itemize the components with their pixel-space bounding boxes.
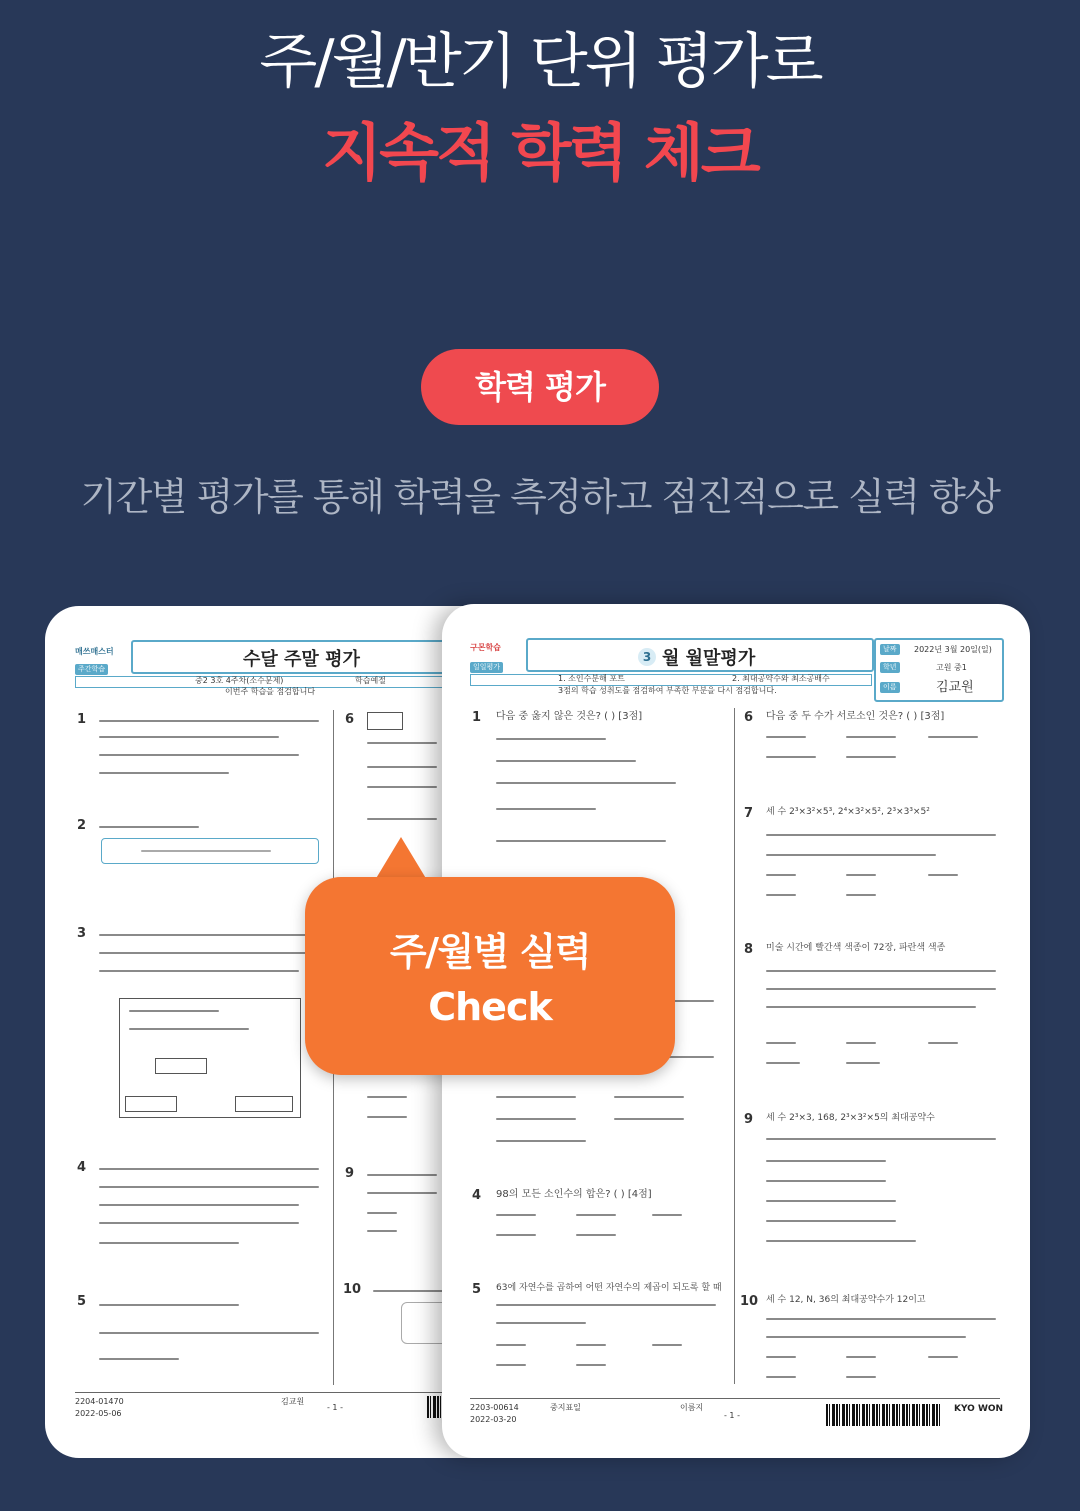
- weekly-q2-expression: [141, 850, 271, 852]
- monthly-tag: 일일평가: [470, 662, 503, 673]
- bubble-line-1: 주/월별 실력: [389, 930, 591, 974]
- monthly-footer-date: 2022-03-20: [470, 1415, 517, 1424]
- weekly-q9-text: [367, 1192, 437, 1194]
- monthly-barcode: [826, 1404, 942, 1426]
- monthly-q10-choice: [766, 1356, 796, 1358]
- monthly-q4-choice: [496, 1214, 536, 1216]
- monthly-q8-text: 미술 시간에 빨간색 색종이 72장, 파란색 색종: [766, 943, 946, 953]
- monthly-q5-choice: [496, 1364, 526, 1366]
- monthly-row-label-2: 2. 최대공약수와 최소공배수: [732, 674, 830, 683]
- weekly-title: 수달 주말 평가: [243, 649, 360, 670]
- monthly-q4-text: 98의 모든 소인수의 합은? ( ) [4점]: [496, 1189, 652, 1200]
- monthly-q10-text: 세 수 12, N, 36의 최대공약수가 12이고: [766, 1295, 926, 1305]
- monthly-q6-choice: [846, 756, 896, 758]
- monthly-q8-choice: [766, 1042, 796, 1044]
- monthly-q9-choice: [766, 1240, 916, 1242]
- monthly-q9-number: 9: [744, 1112, 754, 1127]
- weekly-q3-blank: [125, 1096, 177, 1112]
- bubble-line-2: Check: [428, 985, 552, 1029]
- monthly-header-class: 고원 중1: [936, 663, 967, 672]
- monthly-q1-choice: [496, 738, 606, 740]
- monthly-q8-number: 8: [744, 942, 754, 957]
- weekly-q1-text: [99, 736, 279, 738]
- monthly-q3-text: [674, 1000, 714, 1002]
- monthly-q1-number: 1: [472, 710, 482, 725]
- monthly-q7-choice: [766, 894, 796, 896]
- weekly-q3-text: [99, 934, 319, 936]
- weekly-q4-choices: [99, 1242, 239, 1244]
- monthly-q1-choice: [496, 840, 666, 842]
- monthly-q5-choice: [576, 1344, 606, 1346]
- weekly-q9-number: 9: [345, 1166, 355, 1181]
- weekly-q5-number: 5: [77, 1294, 87, 1309]
- monthly-title-box: [526, 638, 874, 672]
- monthly-q7-text: [766, 834, 996, 836]
- monthly-q10-number: 10: [740, 1294, 759, 1309]
- weekly-subtitle: 중2 3호 4주차(소수문제): [195, 676, 284, 685]
- headline-line-2: 지속적 학력 체크: [322, 116, 758, 189]
- monthly-q5-choice: [576, 1364, 606, 1366]
- monthly-q6-choice: [766, 736, 806, 738]
- weekly-q6-choices: [367, 766, 437, 768]
- monthly-header-name: 김교원: [936, 680, 974, 695]
- monthly-footer-page: - 1 -: [724, 1411, 740, 1420]
- weekly-q4-text: [99, 1204, 299, 1206]
- weekly-q6-choices: [367, 786, 437, 788]
- monthly-footer-name: 이름지: [680, 1403, 704, 1412]
- monthly-q1-choice: [496, 760, 636, 762]
- monthly-q5-number: 5: [472, 1282, 482, 1297]
- weekly-q8-choices: [367, 1096, 407, 1098]
- monthly-q8-text: [766, 1006, 976, 1008]
- weekly-q6-text: [367, 742, 437, 744]
- monthly-q7-choice: [928, 874, 958, 876]
- monthly-q4-choice: [496, 1234, 536, 1236]
- weekly-q1-choices: [99, 754, 299, 756]
- monthly-q9-text: 세 수 2³×3, 168, 2³×3²×5의 최대공약수: [766, 1113, 935, 1123]
- monthly-q8-text: [766, 970, 996, 972]
- monthly-number-badge: 3: [638, 648, 656, 666]
- monthly-q7-number: 7: [744, 806, 754, 821]
- monthly-q10-text: [766, 1336, 966, 1338]
- monthly-q7-choice: [766, 874, 796, 876]
- monthly-q3-choice: [496, 1140, 586, 1142]
- section-description: 기간별 평가를 통해 학력을 측정하고 점진적으로 실력 향상: [80, 475, 1000, 519]
- monthly-q7-text: [766, 854, 936, 856]
- monthly-footer-code: 2203-00614: [470, 1403, 519, 1412]
- monthly-q5-text: [496, 1322, 586, 1324]
- monthly-q8-choice: [846, 1042, 876, 1044]
- monthly-q6-text: 다음 중 두 수가 서로소인 것은? ( ) [3점]: [766, 711, 945, 722]
- monthly-column-divider: [734, 708, 735, 1384]
- monthly-header-date: 2022년 3월 20일(일): [914, 645, 992, 654]
- monthly-footer-rule: [470, 1398, 1000, 1399]
- monthly-q4-choice: [652, 1214, 682, 1216]
- weekly-q1-text: [99, 720, 319, 722]
- headline-line-1: 주/월/반기 단위 평가로: [259, 27, 821, 97]
- weekly-footer-page: - 1 -: [327, 1403, 343, 1412]
- monthly-q1-text: 다음 중 옳지 않은 것은? ( ) [3점]: [496, 711, 643, 722]
- monthly-row-label-1: 1. 소인수분해 포트: [558, 674, 625, 683]
- monthly-q4-choice: [576, 1214, 616, 1216]
- monthly-q9-choice: [766, 1200, 896, 1202]
- monthly-title: 월 월말평가: [662, 648, 756, 669]
- monthly-q6-choice: [846, 736, 896, 738]
- weekly-q10-text: [373, 1290, 443, 1292]
- monthly-q6-choice: [928, 736, 978, 738]
- weekly-q4-text: [99, 1168, 319, 1170]
- weekly-q10-number: 10: [343, 1282, 362, 1297]
- weekly-q1-number: 1: [77, 712, 87, 727]
- weekly-q5-text: [99, 1358, 179, 1360]
- monthly-q10-choice: [766, 1376, 796, 1378]
- weekly-q3-work: [129, 1010, 219, 1012]
- category-badge: 학력 평가: [421, 349, 659, 425]
- monthly-q8-choice: [846, 1062, 880, 1064]
- monthly-info-box: 날짜 학년 이름 2022년 3월 20일(일) 고원 중1 김교원: [874, 638, 1004, 702]
- monthly-q3-text: [664, 1056, 714, 1058]
- monthly-q9-choice: [766, 1220, 896, 1222]
- weekly-q4-text: [99, 1186, 319, 1188]
- kyowon-logo: KYO WON: [954, 1404, 1004, 1414]
- weekly-meta-tag: 학습예절: [355, 676, 386, 685]
- monthly-q9-choice: [766, 1160, 886, 1162]
- monthly-q3-choice: [614, 1118, 684, 1120]
- weekly-q9-text: [367, 1174, 437, 1176]
- monthly-q7-choice: [846, 874, 876, 876]
- monthly-q7-choice: [846, 894, 876, 896]
- weekly-footer-name: 김교원: [281, 1397, 305, 1406]
- monthly-instruction: 3점의 학습 성취도를 점검하여 부족한 부분을 다시 점검합니다.: [558, 686, 777, 695]
- weekly-footer-date: 2022-05-06: [75, 1409, 122, 1418]
- weekly-q3-text: [99, 952, 319, 954]
- weekly-q3-blank: [235, 1096, 293, 1112]
- monthly-q1-choice: [496, 808, 596, 810]
- monthly-q8-text: [766, 988, 996, 990]
- monthly-q6-choice: [766, 756, 816, 758]
- weekly-q4-number: 4: [77, 1160, 87, 1175]
- monthly-q4-number: 4: [472, 1188, 482, 1203]
- weekly-tag: 주간학습: [75, 664, 108, 675]
- monthly-q5-choice: [652, 1344, 682, 1346]
- weekly-q8-choices: [367, 1116, 407, 1118]
- weekly-q2-text: [99, 826, 199, 828]
- monthly-q8-choice: [928, 1042, 958, 1044]
- weekly-q4-choices: [99, 1222, 299, 1224]
- weekly-q3-work: [129, 1028, 249, 1030]
- monthly-brand: 구몬학습: [470, 643, 501, 652]
- monthly-q1-choice: [496, 782, 676, 784]
- monthly-q10-choice: [846, 1356, 876, 1358]
- weekly-q3-text: [99, 970, 299, 972]
- monthly-q3-choice: [496, 1096, 576, 1098]
- weekly-q3-blank: [155, 1058, 207, 1074]
- monthly-q5-text: 63에 자연수를 곱하여 어떤 자연수의 제곱이 되도록 할 때: [496, 1283, 722, 1293]
- monthly-q6-number: 6: [744, 710, 754, 725]
- weekly-q1-choices: [99, 772, 229, 774]
- weekly-q6-blank: [367, 712, 403, 730]
- monthly-q9-text: [766, 1138, 996, 1140]
- weekly-q9-choices: [367, 1230, 397, 1232]
- weekly-q3-number: 3: [77, 926, 87, 941]
- monthly-q4-choice: [576, 1234, 616, 1236]
- weekly-q5-text: [99, 1304, 239, 1306]
- weekly-brand: 매쓰매스터: [75, 647, 114, 656]
- weekly-q6-choices: [367, 818, 437, 820]
- monthly-q8-choice: [766, 1062, 800, 1064]
- weekly-footer-code: 2204-01470: [75, 1397, 124, 1406]
- monthly-q10-text: [766, 1318, 996, 1320]
- monthly-q5-text: [496, 1304, 716, 1306]
- monthly-q3-choice: [614, 1096, 684, 1098]
- weekly-q5-text: [99, 1332, 319, 1334]
- monthly-q10-choice: [846, 1376, 876, 1378]
- monthly-q5-choice: [496, 1344, 526, 1346]
- weekly-q9-choices: [367, 1212, 397, 1214]
- weekly-q2-number: 2: [77, 818, 87, 833]
- monthly-q10-choice: [928, 1356, 958, 1358]
- monthly-q3-choice: [496, 1118, 576, 1120]
- monthly-footer-subject: 중지표일: [550, 1403, 581, 1412]
- weekly-q6-number: 6: [345, 712, 355, 727]
- monthly-q9-choice: [766, 1180, 886, 1182]
- monthly-q7-text: 세 수 2³×3²×5³, 2⁴×3²×5², 2³×3³×5²: [766, 807, 930, 817]
- weekly-instruction: 이번주 학습을 점검합니다: [225, 687, 316, 696]
